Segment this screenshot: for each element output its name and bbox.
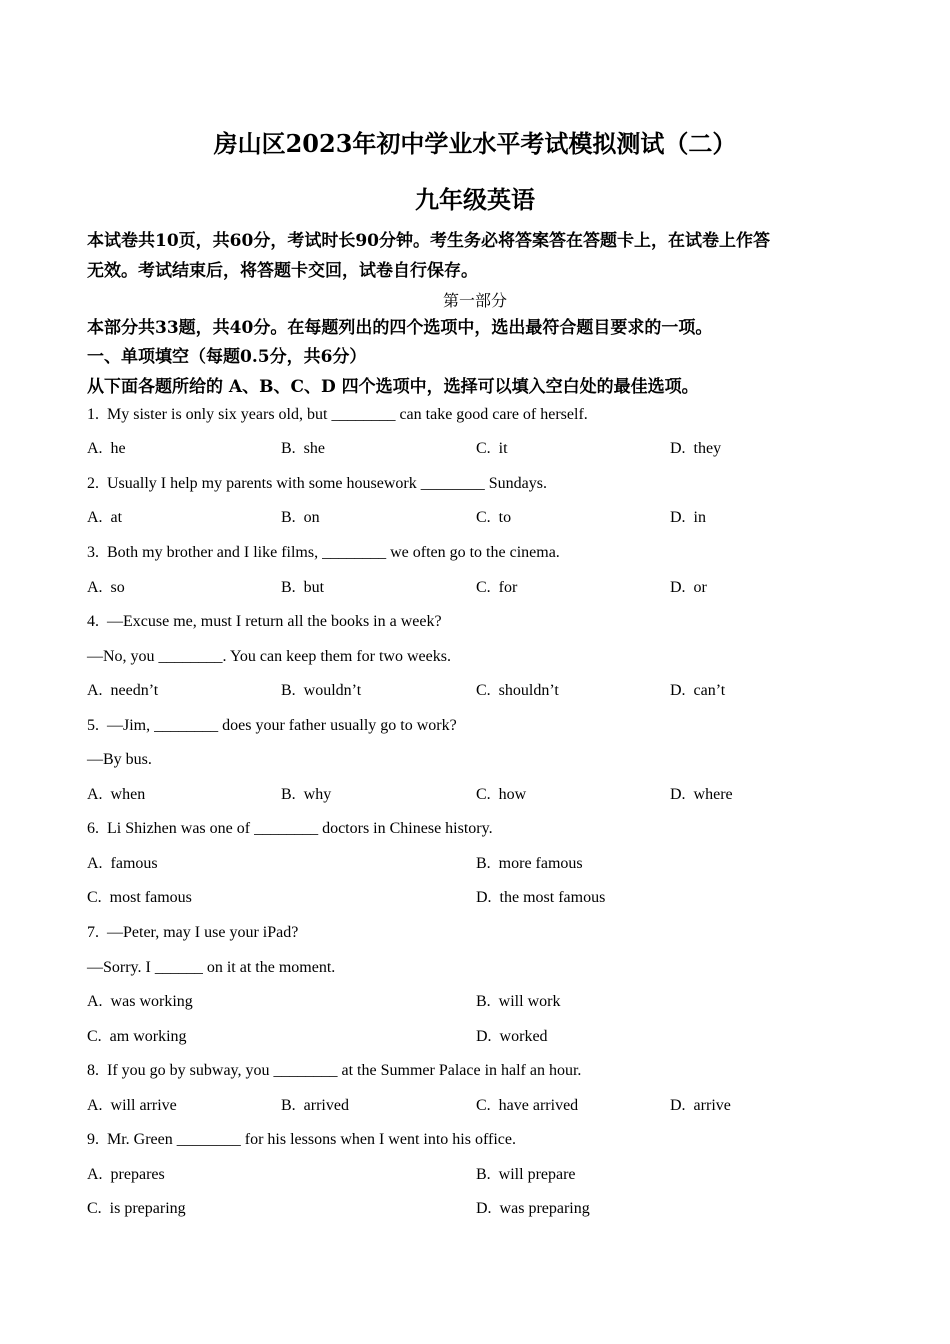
part-label: 第一部分 [442, 291, 507, 310]
question-9: 9. Mr. Green ________ for his lessons when I went into his office. [87, 1131, 516, 1148]
question-1: 1. My sister is only six years old, but ________ can take good care of herself. [87, 406, 588, 423]
q3-option-a: A. so [87, 579, 125, 596]
q1-option-a: A. he [87, 440, 126, 457]
section-heading: 一、单项填空（每题0.5分，共6分） [87, 347, 367, 367]
q3-option-c: C. for [476, 579, 518, 596]
q6-option-d: D. the most famous [476, 889, 606, 906]
q9-option-a: A. prepares [87, 1166, 165, 1183]
q8-option-a: A. will arrive [87, 1097, 177, 1114]
q6-option-b: B. more famous [476, 855, 583, 872]
q2-option-d: D. in [670, 509, 706, 526]
question-7: 7. —Peter, may I use your iPad? [87, 924, 299, 941]
q4-option-b: B. wouldn’t [281, 682, 362, 699]
q5-option-b: B. why [281, 786, 332, 803]
q7-option-b: B. will work [476, 993, 561, 1010]
question-5-reply: —By bus. [87, 751, 152, 768]
intro-line-2: 无效。考试结束后，将答题卡交回，试卷自行保存。 [87, 261, 478, 281]
q9-option-d: D. was preparing [476, 1200, 590, 1217]
q6-option-c: C. most famous [87, 889, 192, 906]
q8-option-c: C. have arrived [476, 1097, 579, 1114]
q4-option-d: D. can’t [670, 682, 726, 699]
q9-option-b: B. will prepare [476, 1166, 576, 1183]
section-instruction: 从下面各题所给的 A、B、C、D 四个选项中，选择可以填入空白处的最佳选项。 [87, 377, 699, 397]
q4-option-a: A. needn’t [87, 682, 159, 699]
q7-option-a: A. was working [87, 993, 193, 1010]
q5-option-c: C. how [476, 786, 527, 803]
q1-option-d: D. they [670, 440, 722, 457]
q6-option-a: A. famous [87, 855, 158, 872]
question-3: 3. Both my brother and I like films, ________ we often go to the cinema. [87, 544, 560, 561]
q1-option-b: B. she [281, 440, 325, 457]
question-4: 4. —Excuse me, must I return all the books in a week? [87, 613, 442, 630]
q4-option-c: C. shouldn’t [476, 682, 559, 699]
part-description: 本部分共33题，共40分。在每题列出的四个选项中，选出最符合题目要求的一项。 [87, 318, 713, 338]
q3-option-b: B. but [281, 579, 325, 596]
question-4-reply: —No, you ________. You can keep them for two weeks. [87, 648, 451, 665]
question-2: 2. Usually I help my parents with some housework ________ Sundays. [87, 475, 547, 492]
q2-option-c: C. to [476, 509, 512, 526]
question-6: 6. Li Shizhen was one of ________ doctors in Chinese history. [87, 820, 493, 837]
q1-option-c: C. it [476, 440, 508, 457]
question-7-reply: —Sorry. I ______ on it at the moment. [87, 959, 336, 976]
q2-option-a: A. at [87, 509, 123, 526]
q5-option-a: A. when [87, 786, 146, 803]
q7-option-c: C. am working [87, 1028, 187, 1045]
intro-line-1: 本试卷共10页，共60分，考试时长90分钟。考生务必将答案答在答题卡上，在试卷上作答 [87, 231, 770, 251]
q8-option-d: D. arrive [670, 1097, 731, 1114]
question-8: 8. If you go by subway, you ________ at the Summer Palace in half an hour. [87, 1062, 582, 1079]
question-5: 5. —Jim, ________ does your father usually go to work? [87, 717, 457, 734]
exam-subtitle: 九年级英语 [415, 185, 535, 214]
exam-title: 房山区2023年初中学业水平考试模拟测试（二） [213, 129, 737, 158]
q8-option-b: B. arrived [281, 1097, 349, 1114]
q3-option-d: D. or [670, 579, 707, 596]
q7-option-d: D. worked [476, 1028, 548, 1045]
q5-option-d: D. where [670, 786, 733, 803]
q9-option-c: C. is preparing [87, 1200, 186, 1217]
q2-option-b: B. on [281, 509, 320, 526]
